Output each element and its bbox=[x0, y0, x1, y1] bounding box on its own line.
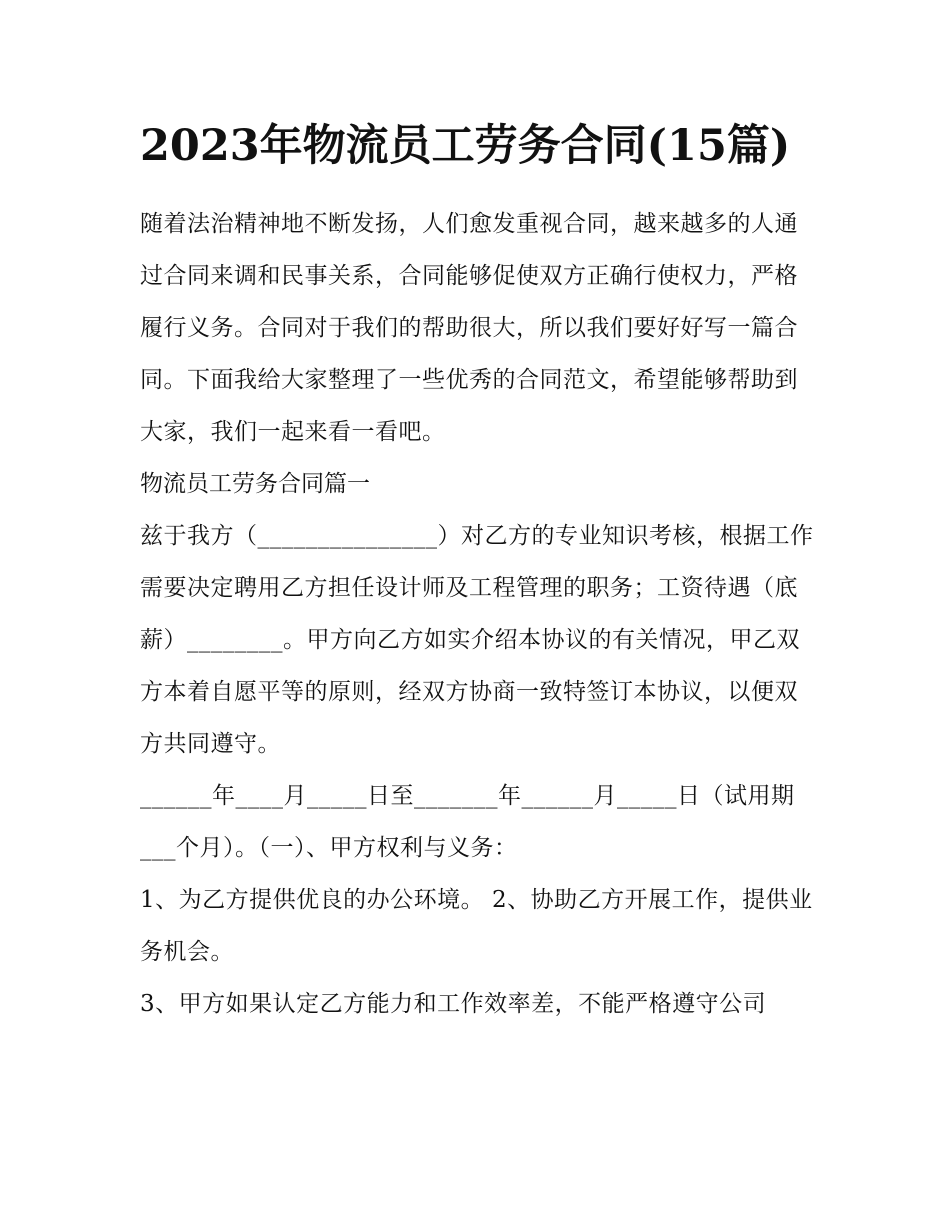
document-title: 2023年物流员工劳务合同(15篇) bbox=[140, 121, 791, 171]
contract-paragraph-3: 1、为乙方提供优良的办公环境。 2、协助乙方开展工作，提供业务机会。 bbox=[140, 887, 813, 965]
section-heading: 物流员工劳务合同篇一 bbox=[140, 471, 370, 497]
contract-paragraph-2: ______年____月_____日至_______年______月_____日（试用期___个月）。（一）、甲方权利与义务： bbox=[140, 783, 795, 861]
contract-paragraph-1: 兹于我方（_______________）对乙方的专业知识考核，根据工作需要决定聘用乙方担任设计师及工程管理的职务；工资待遇（底薪）________。甲方向乙方如实介绍本协议的有关情况，甲乙双方本着自愿平等的原则，经双方协商一致特签订本协议，以便双方共同遵守。 bbox=[140, 523, 814, 757]
document-page bbox=[140, 112, 820, 1030]
contract-paragraph-4: 3、甲方如果认定乙方能力和工作效率差，不能严格遵守公司 bbox=[140, 991, 767, 1017]
intro-paragraph: 随着法治精神地不断发扬，人们愈发重视合同，越来越多的人通过合同来调和民事关系，合同能够促使双方正确行使权力，严格履行义务。合同对于我们的帮助很大，所以我们要好好写一篇合同。下面我给大家整理了一些优秀的合同范文，希望能够帮助到大家，我们一起来看一看吧。 bbox=[140, 211, 798, 445]
